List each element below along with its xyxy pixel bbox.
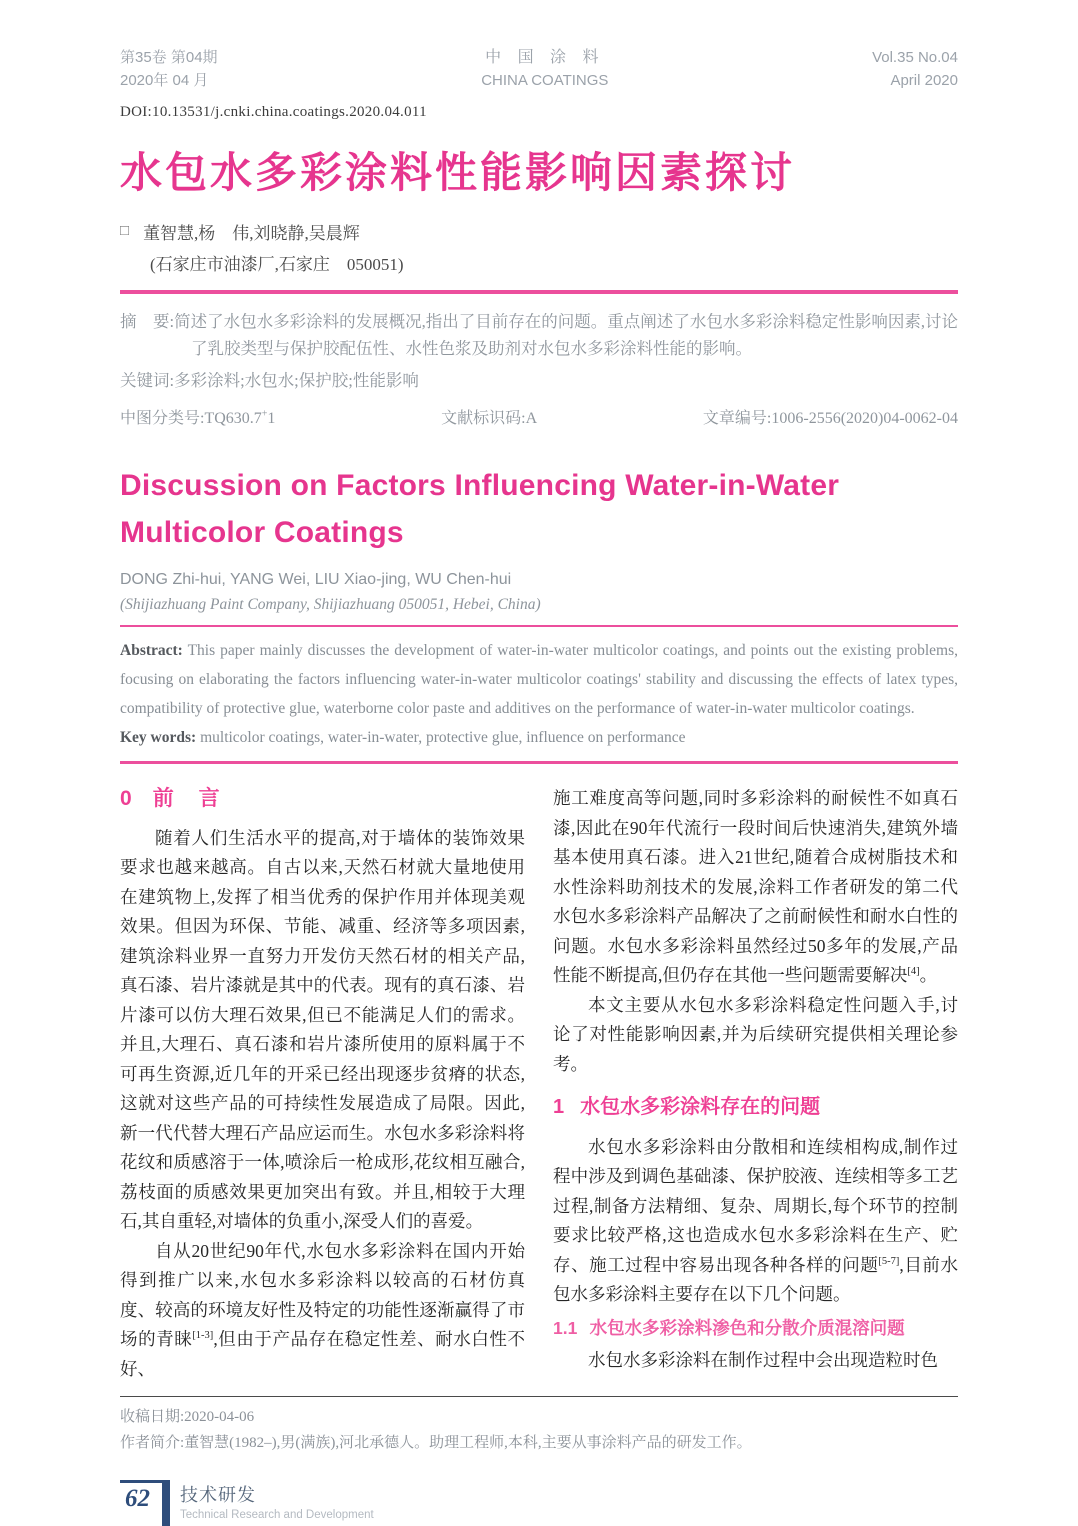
- paragraph-text: ,但由于产品存在稳定性差、耐水白性不好、: [120, 1329, 526, 1379]
- clc-label: 中图分类号:: [120, 410, 205, 427]
- paragraph-text: 。: [919, 965, 938, 985]
- authors-en: DONG Zhi-hui, YANG Wei, LIU Xiao-jing, WU Chen-hui: [120, 571, 512, 588]
- citation-ref: [5-7]: [878, 1255, 900, 1267]
- meta-row: [120, 405, 958, 428]
- paragraph: [553, 1133, 958, 1310]
- paragraph: [120, 1237, 525, 1385]
- affiliation-cn: (石家庄市油漆厂,石家庄 050051): [150, 255, 404, 274]
- column-name-cn: 技术研发: [180, 1485, 256, 1505]
- header-left: [120, 46, 218, 92]
- abstract-en-label: Abstract:: [120, 642, 183, 659]
- authors-cn-row: [120, 219, 958, 244]
- article-id: [703, 405, 958, 428]
- article-title-cn: 水包水多彩涂料性能影响因素探讨: [120, 149, 796, 196]
- volume-issue-en: Vol.35 No.04: [872, 49, 958, 66]
- paragraph: [553, 784, 958, 991]
- date-en: April 2020: [890, 72, 958, 89]
- article-title-en: Discussion on Factors Influencing Water-in-Water Multicolor Coatings: [120, 469, 840, 549]
- doi: DOI:10.13531/j.cnki.china.coatings.2020.04.011: [120, 104, 427, 120]
- header-center: [481, 46, 608, 92]
- citation-ref: [1-3]: [192, 1330, 214, 1342]
- paragraph: 随着人们生活水平的提高,对于墙体的装饰效果要求也越来越高。自古以来,天然石材就大量地使用在建筑物上,发挥了相当优秀的保护作用并体现美观效果。但因为环保、节能、减重、经济等多项因素,建筑涂料业界一直努力开发仿天然石材的相关产品,真石漆、岩片漆就是其中的代表。现有的真石漆、岩片漆可以仿大理石效果,但已不能满足人们的需求。并且,大理石、真石漆和岩片漆所使用的原料属于不可再生资源,近几年的开采已经出现逐步贫瘠的状态,这就对这些产品的可持续性发展造成了局限。因此,新一代代替大理石产品应运而生。水包水多彩涂料将花纹和质感溶于一体,喷涂后一枪成形,花纹相互融合,荔枝面的质感效果更加突出有致。并且,相较于大理石,其自重轻,对墙体的负重小,深受人们的喜爱。: [120, 827, 525, 1231]
- paragraph-text: ,目前水包水多彩涂料主要存在以下几个问题。: [553, 1254, 959, 1304]
- paragraph-text: 自从20世纪90年代,水包水多彩涂料在国内开始得到推广以来,水包水多彩涂料以较高的石材仿真度、较高的环境友好性及特定的功能性逐渐赢得了市场的青睐: [120, 1240, 525, 1349]
- section-heading-1: [553, 1093, 958, 1123]
- affiliation-en: (Shijiazhuang Paint Company, Shijiazhuang 050051, Hebei, China): [120, 596, 541, 613]
- clc-value: TQ630.7: [204, 410, 262, 427]
- abstract-cn-label: 摘 要:: [120, 312, 175, 331]
- keywords-en-label: Key words:: [120, 729, 197, 746]
- citation-ref: [4]: [907, 966, 920, 978]
- abstract-cn-text: 简述了水包水多彩涂料的发展概况,指出了目前存在的问题。重点阐述了水包水多彩涂料稳定性影响因素,讨论了乳胶类型与保护胶配伍性、水性色浆及助剂对水包水多彩涂料性能的影响。: [174, 312, 958, 358]
- section-number: 1.1: [553, 1317, 578, 1338]
- divider-rule-top: [120, 290, 958, 294]
- doc-code-value: A: [525, 410, 538, 427]
- author-bio: 作者简介:董智慧(1982–),男(满族),河北承德人。助理工程师,本科,主要从事涂料产品的研发工作。: [120, 1435, 752, 1451]
- footnote-block: [120, 1396, 958, 1456]
- paragraph-text: 施工难度高等问题,同时多彩涂料的耐候性不如真石漆,因此在90年代流行一段时间后快速消失,建筑外墙基本使用真石漆。进入21世纪,随着合成树脂技术和水性涂料助剂技术的发展,涂料工作者研发的第二代水包水多彩涂料产品解决了之前耐候性和耐水白性的问题。水包水多彩涂料虽然经过50多年的发展,产品性能不断提高,但仍存在其他一些问题需要解决: [553, 788, 958, 985]
- section-heading-1-1: [553, 1314, 958, 1344]
- journal-name-en: CHINA COATINGS: [481, 72, 609, 89]
- paragraph: 本文主要从水包水多彩涂料稳定性问题入手,讨论了对性能影响因素,并为后续研究提供相关理论参考。: [553, 994, 958, 1074]
- abstract-en-text: This paper mainly discusses the development of water-in-water multicolor coatings, and points out the existing problems, focusing on elaborating the factors influencing water-in-water multicolor coatings' stability and discussing the effects of latex types, compatibility of protective glue, waterborne color paste and additives on the performance of water-in-water multicolor coatings.: [120, 642, 958, 717]
- divider-rule-body: [120, 761, 958, 764]
- footer-bar: [162, 1480, 170, 1526]
- section-heading-0: [120, 784, 525, 814]
- header-right: [872, 46, 958, 92]
- abstract-cn: [120, 308, 958, 362]
- article-id-value: 1006-2556(2020)04-0062-04: [771, 410, 958, 427]
- keywords-cn-text: 多彩涂料;水包水;保护胶;性能影响: [174, 371, 419, 390]
- column-name-en: Technical Research and Development: [180, 1509, 374, 1521]
- volume-issue-cn: 第35卷 第04期: [120, 49, 218, 66]
- clc-number: [120, 405, 275, 428]
- author-marker-icon: □: [120, 223, 130, 239]
- abstract-en: [120, 636, 958, 723]
- body-columns: [120, 784, 958, 1384]
- journal-header: [120, 46, 958, 92]
- page-number: 62: [120, 1480, 162, 1513]
- page-footer: [120, 1480, 958, 1526]
- section-number: 1: [553, 1096, 565, 1118]
- date-cn: 2020年 04 月: [120, 72, 209, 89]
- clc-sup: +: [261, 408, 268, 420]
- doc-code-label: 文献标识码:: [441, 410, 526, 427]
- section-title: 水包水多彩涂料存在的问题: [580, 1096, 821, 1118]
- document-code: [441, 405, 537, 428]
- footer-column-labels: [180, 1480, 374, 1521]
- journal-name-cn: 中 国 涂 料: [485, 49, 605, 66]
- divider-rule-english: [120, 625, 958, 627]
- paragraph-text: 水包水多彩涂料由分散相和连续相构成,制作过程中涉及到调色基础漆、保护胶液、连续相等多工艺过程,制备方法精细、复杂、周期长,每个环节的控制要求比较严格,这也造成水包水多彩涂料在生产、贮存、施工过程中容易出现各种各样的问题: [553, 1136, 958, 1275]
- paragraph: 水包水多彩涂料在制作过程中会出现造粒时色: [588, 1350, 938, 1370]
- keywords-en: [120, 723, 958, 752]
- section-title: 前 言: [152, 787, 222, 810]
- keywords-cn: [120, 367, 958, 391]
- authors-cn: 董智慧,杨 伟,刘晓静,吴晨辉: [143, 224, 360, 243]
- right-column: [553, 784, 958, 1384]
- left-column: [120, 784, 525, 1384]
- clc-tail: 1: [267, 410, 276, 427]
- keywords-cn-label: 关键词:: [120, 371, 175, 390]
- keywords-en-text: multicolor coatings, water-in-water, protective glue, influence on performance: [200, 729, 686, 746]
- article-id-label: 文章编号:: [702, 410, 772, 427]
- section-title: 水包水多彩涂料渗色和分散介质混溶问题: [589, 1317, 905, 1338]
- section-number: 0: [120, 787, 132, 810]
- received-date: 收稿日期:2020-04-06: [120, 1409, 255, 1425]
